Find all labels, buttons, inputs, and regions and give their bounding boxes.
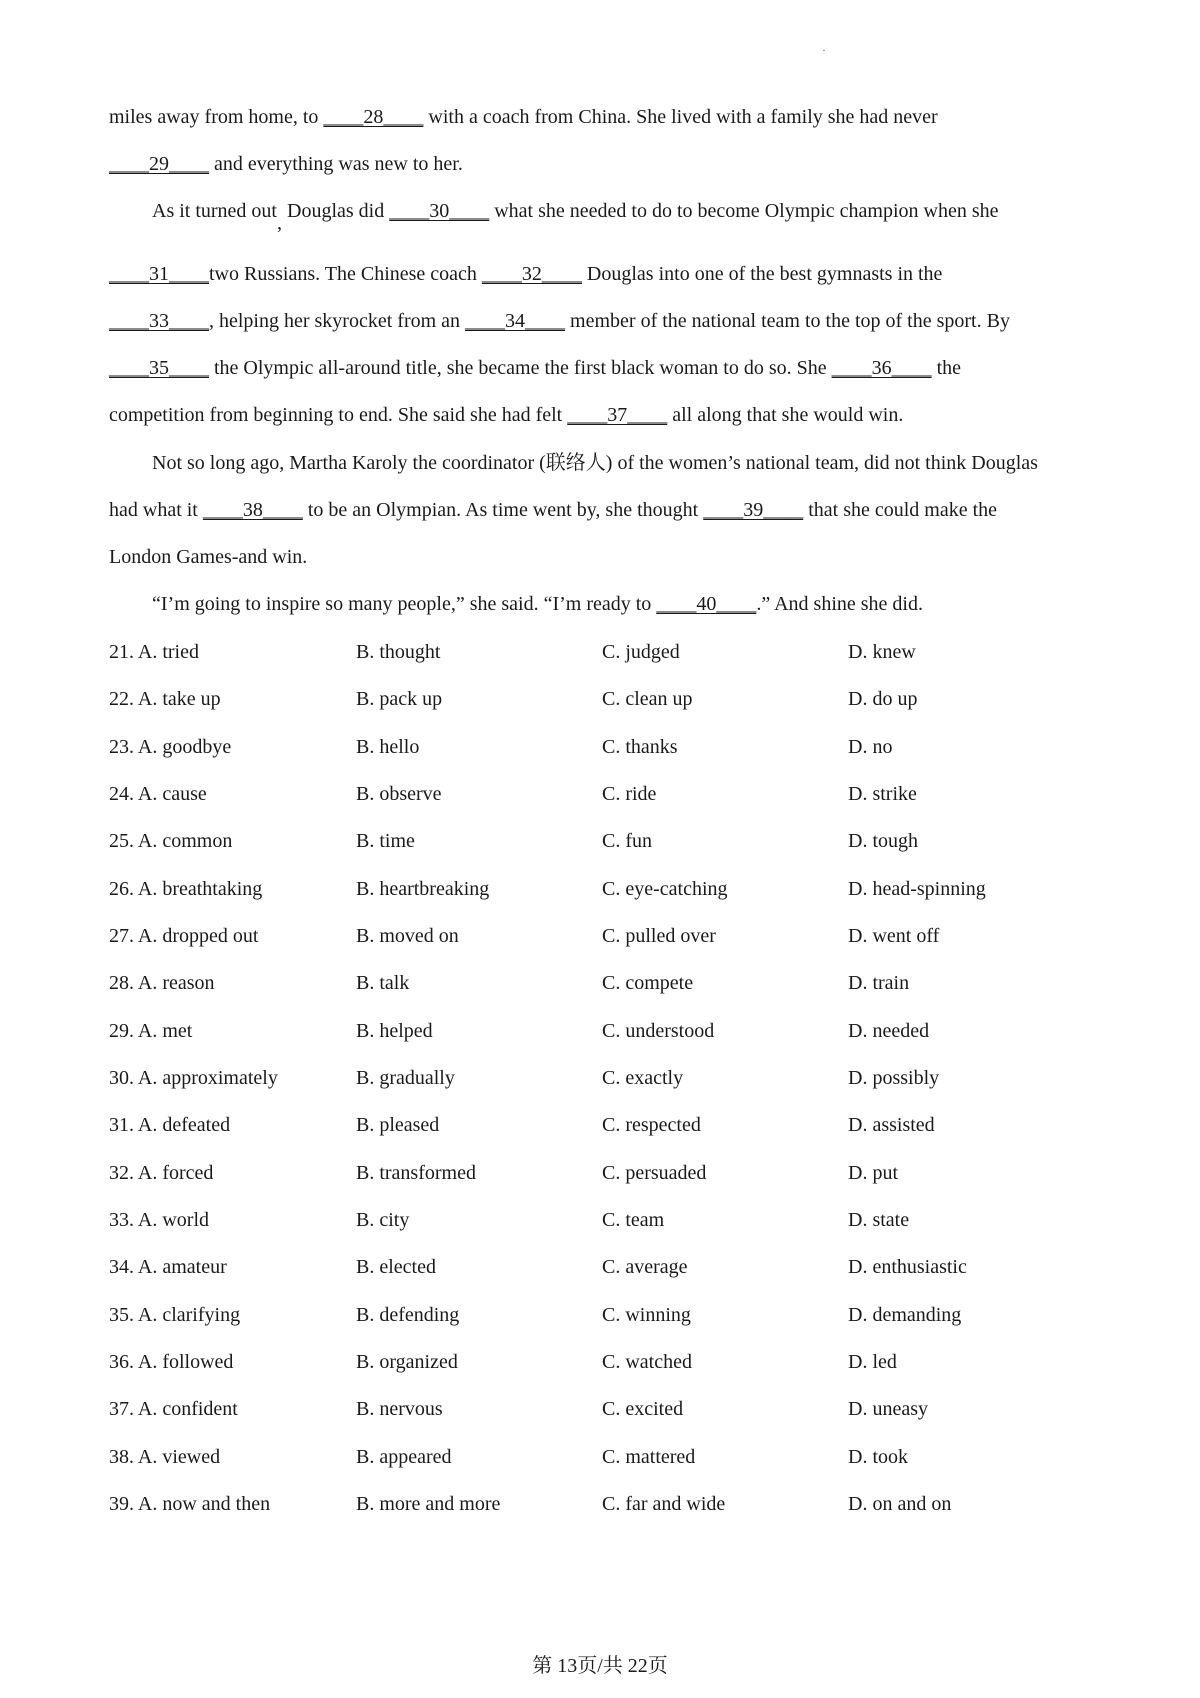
- option-row: 26. A. breathtaking B. heartbreaking C. eye-catching D. head-spinning: [109, 878, 986, 900]
- option-row: 38. A. viewed B. appeared C. mattered D. took: [109, 1446, 908, 1468]
- option-row: 31. A. defeated B. pleased C. respected D. assisted: [109, 1114, 935, 1136]
- answer-blank: ____40____: [656, 593, 757, 615]
- passage-line: competition from beginning to end. She said she had felt ____37____ all along that she would win.: [109, 404, 904, 426]
- option-row: 36. A. followed B. organized C. watched D. led: [109, 1351, 897, 1373]
- passage-line: ____31____two Russians. The Chinese coach ____32____ Douglas into one of the best gymnasts in the: [109, 263, 943, 285]
- answer-blank: ____36____: [831, 357, 932, 379]
- option-row: 27. A. dropped out B. moved on C. pulled over D. went off: [109, 925, 940, 947]
- option-row: 39. A. now and then B. more and more C. far and wide D. on and on: [109, 1493, 952, 1515]
- answer-blank: ____37____: [567, 404, 668, 426]
- option-row: 30. A. approximately B. gradually C. exactly D. possibly: [109, 1067, 940, 1089]
- option-row: 29. A. met B. helped C. understood D. needed: [109, 1020, 930, 1042]
- option-row: 21. A. tried B. thought C. judged D. knew: [109, 641, 916, 663]
- answer-blank: ____31____: [109, 263, 209, 285]
- answer-blank: ____32____: [481, 263, 582, 285]
- option-row: 22. A. take up B. pack up C. clean up D. do up: [109, 688, 918, 710]
- option-row: 35. A. clarifying B. defending C. winning D. demanding: [109, 1304, 962, 1326]
- answer-blank: ____34____: [465, 310, 566, 332]
- passage-line: Not so long ago, Martha Karoly the coordinator (联络人) of the women’s national team, did not think Douglas: [152, 452, 1038, 474]
- option-row: 32. A. forced B. transformed C. persuaded D. put: [109, 1162, 898, 1184]
- passage-line: London Games-and win.: [109, 546, 308, 568]
- passage-line: had what it ____38____ to be an Olympian. As time went by, she thought ____39____ that she could make the: [109, 499, 998, 521]
- option-row: 37. A. confident B. nervous C. excited D. uneasy: [109, 1398, 928, 1420]
- page-number-footer: 第 13页/共 22页: [532, 1655, 668, 1677]
- passage-line: miles away from home, to ____28____ with a coach from China. She lived with a family she had never: [109, 106, 938, 128]
- passage-line: ____35____ the Olympic all-around title, she became the first black woman to do so. She ____36____ the: [109, 357, 962, 379]
- passage-line: “I’m going to inspire so many people,” she said. “I’m ready to ____40____.” And shine she did.: [152, 593, 923, 615]
- passage-line: As it turned out, Douglas did ____30____ what she needed to do to become Olympic champion when she: [152, 200, 999, 234]
- answer-blank: ____39____: [703, 499, 804, 521]
- answer-blank: ____30____: [389, 200, 490, 222]
- answer-blank: ____33____: [109, 310, 209, 332]
- page-mark: ·: [822, 43, 826, 57]
- answer-blank: ____38____: [202, 499, 303, 521]
- option-row: 23. A. goodbye B. hello C. thanks D. no: [109, 736, 893, 758]
- answer-blank: ____29____: [109, 153, 209, 175]
- option-row: 24. A. cause B. observe C. ride D. strike: [109, 783, 917, 805]
- option-row: 33. A. world B. city C. team D. state: [109, 1209, 910, 1231]
- answer-blank: ____28____: [323, 106, 424, 128]
- passage-line: ____33____, helping her skyrocket from an ____34____ member of the national team to the top of the sport. By: [109, 310, 1010, 332]
- option-row: 34. A. amateur B. elected C. average D. enthusiastic: [109, 1256, 967, 1278]
- option-row: 25. A. common B. time C. fun D. tough: [109, 830, 918, 852]
- answer-blank: ____35____: [109, 357, 209, 379]
- passage-line: ____29____ and everything was new to her.: [109, 153, 463, 175]
- option-row: 28. A. reason B. talk C. compete D. train: [109, 972, 910, 994]
